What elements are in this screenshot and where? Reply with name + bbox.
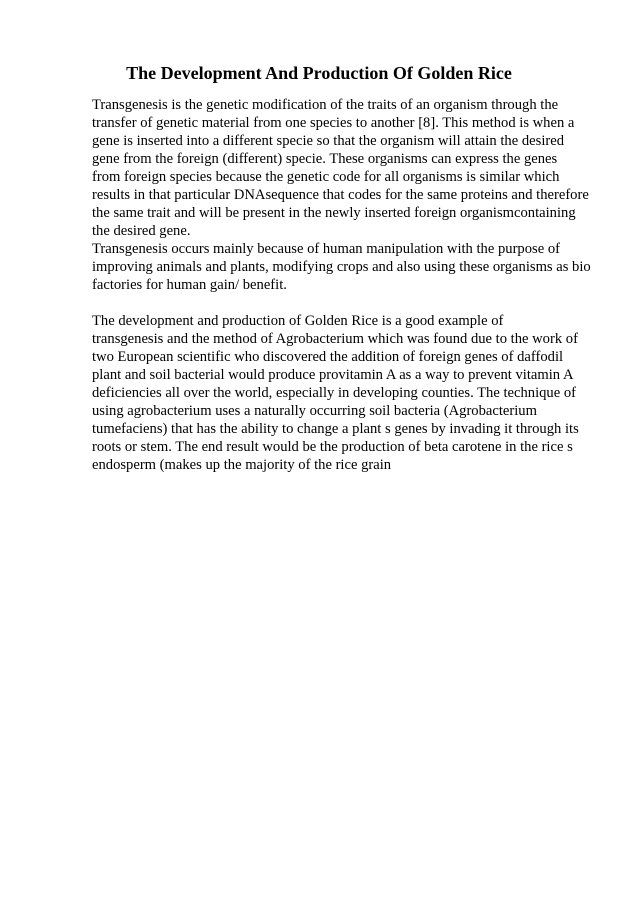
document-title: The Development And Production Of Golden Rice <box>126 63 512 83</box>
text-line: two European scientific who discovered the addition of foreign genes of daffodil <box>92 349 564 365</box>
text-line: gene is inserted into a different specie so that the organism will attain the desired <box>92 133 565 149</box>
text-line: improving animals and plants, modifying crops and also using these organisms as bio <box>92 259 591 275</box>
text-line: The development and production of Golden Rice is a good example of <box>92 313 504 329</box>
text-line: Transgenesis is the genetic modification of the traits of an organism through the <box>92 97 559 113</box>
text-line: plant and soil bacterial would produce provitamin A as a way to prevent vitamin A <box>92 367 574 383</box>
text-line: deficiencies all over the world, especially in developing counties. The technique of <box>92 385 576 401</box>
text-line: transgenesis and the method of Agrobacterium which was found due to the work of <box>92 331 578 347</box>
text-line: gene from the foreign (different) specie. These organisms can express the genes <box>92 151 558 167</box>
paragraph-gap <box>92 294 592 312</box>
text-line: Transgenesis occurs mainly because of human manipulation with the purpose of <box>92 241 560 257</box>
text-line: transfer of genetic material from one species to another [8]. This method is when a <box>92 115 575 131</box>
paragraph-3 <box>92 312 592 474</box>
paragraph-2 <box>92 240 592 294</box>
text-line: tumefaciens) that has the ability to change a plant s genes by invading it through its <box>92 421 579 437</box>
text-line: using agrobacterium uses a naturally occurring soil bacteria (Agrobacterium <box>92 403 537 419</box>
document-body <box>92 96 592 474</box>
text-line: from foreign species because the genetic code for all organisms is similar which <box>92 169 560 185</box>
text-line: results in that particular DNAsequence that codes for the same proteins and therefore <box>92 187 589 203</box>
text-line: roots or stem. The end result would be the production of beta carotene in the rice s <box>92 439 573 455</box>
text-line: the same trait and will be present in the newly inserted foreign organismcontaining <box>92 205 576 221</box>
text-line: endosperm (makes up the majority of the rice grain <box>92 457 392 473</box>
text-line: the desired gene. <box>92 223 191 239</box>
paragraph-1 <box>92 96 592 240</box>
text-line: factories for human gain/ benefit. <box>92 277 287 293</box>
